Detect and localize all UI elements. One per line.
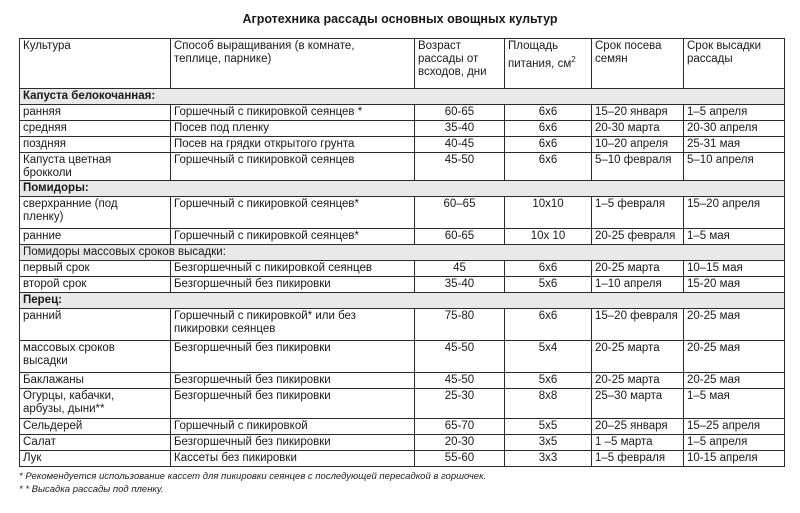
table-row: первый срок Безгоршечный с пикировкой сеянцев 45 6x6 20-25 марта 10–15 мая [20, 261, 785, 277]
table-row: Салат Безгоршечный без пикировки 20-30 3x5 1 –5 марта 1–5 апреля [20, 435, 785, 451]
footnote-kassette: * Рекомендуется использование кассет для пикировки сеянцев с последующей пересадкой в горшочек. [19, 471, 487, 482]
section-heading: Перец: [20, 293, 785, 309]
header-planting: Срок высадки рассады [684, 39, 785, 89]
table-row: поздняя Посев на грядки открытого грунта 40-45 6x6 10–20 апреля 25-31 мая [20, 137, 785, 153]
table-row: Лук Кассеты без пикировки 55-60 3x3 1–5 февраля 10-15 апреля [20, 451, 785, 467]
header-culture: Культура [20, 39, 171, 89]
section-row-pepper [20, 293, 785, 309]
header-method: Способ выращивания (в комнате, теплице, парнике) [171, 39, 415, 89]
section-row-tomatoes-mass [20, 245, 785, 261]
table-row: второй срок Безгоршечный без пикировки 35-40 5x6 1–10 апреля 15-20 мая [20, 277, 785, 293]
seedling-table [19, 38, 785, 467]
section-heading: Капуста белокочанная: [20, 89, 785, 105]
section-row-cabbage [20, 89, 785, 105]
table-row: средняя Посев под пленку 35-40 6x6 20-30 марта 20-30 апреля [20, 121, 785, 137]
header-area: Площадь питания, $см^2$ [505, 39, 592, 89]
header-age: Возраст рассады от всходов, дни [415, 39, 505, 89]
section-heading: Помидоры: [20, 181, 785, 197]
table-row: ранняя Горшечный с пикировкой сеянцев * 60-65 6x6 15–20 января 1–5 апреля [20, 105, 785, 121]
table-row: ранний Горшечный с пикировкой* или без пикировки сеянцев 75-80 6x6 15–20 февраля 20-25 мая [20, 309, 785, 341]
table-row: массовых сроков высадки Безгоршечный без пикировки 45-50 5x4 20-25 марта 20-25 мая [20, 341, 785, 373]
table-row: Сельдерей Горшечный с пикировкой 65-70 5x5 20–25 января 15–25 апреля [20, 419, 785, 435]
document-title: Агротехника рассады основных овощных культур [242, 12, 558, 26]
table-header-row [20, 39, 785, 89]
table-row: Огурцы, кабачки, арбузы, дыни** Безгоршечный без пикировки 25-30 8x8 25–30 марта 1–5 мая [20, 389, 785, 419]
table-row: Капуста цветная брокколи Горшечный с пикировкой сеянцев 45-50 6x6 5–10 февраля 5–10 апреля [20, 153, 785, 181]
section-heading: Помидоры массовых сроков высадки: [20, 245, 785, 261]
section-row-tomatoes [20, 181, 785, 197]
table-row: ранние Горшечный с пикировкой сеянцев* 60-65 10x 10 20-25 февраля 1–5 мая [20, 229, 785, 245]
table-row: Баклажаны Безгоршечный без пикировки 45-50 5x6 20-25 марта 20-25 мая [20, 373, 785, 389]
table-row: сверхранние (под пленку) Горшечный с пикировкой сеянцев* 60–65 10x10 1–5 февраля 15–20 апреля [20, 197, 785, 229]
footnote-film: * * Высадка рассады под пленку. [19, 484, 164, 495]
header-sowing: Срок посева семян [592, 39, 684, 89]
